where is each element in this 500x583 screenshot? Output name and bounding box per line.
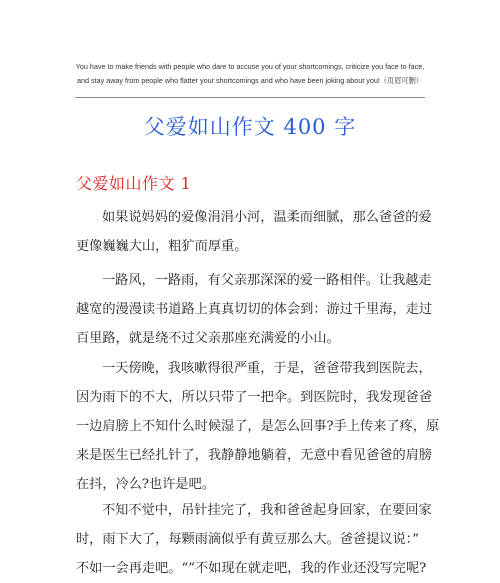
paragraph-line: 来是医生已经扎针了，我静静地躺着，无意中看见爸爸的肩膀: [76, 448, 433, 463]
paragraph-line: 一天傍晚，我咳嗽得很严重，于是，爸爸带我到医院去，: [102, 361, 432, 376]
section-heading: 父爱如山作文 1: [76, 174, 192, 193]
paragraph-line: 更像巍巍大山，粗犷而厚重。: [76, 239, 248, 254]
paragraph-line: 越宽的漫漫读书道路上真真切切的体会到：游过千里海，走过: [76, 302, 433, 317]
paragraph-line: 一路风，一路雨，有父亲那深深的爱一路相伴。让我越走: [102, 273, 432, 288]
paragraph: [76, 354, 440, 499]
paragraph: [76, 496, 432, 583]
header-note-line: You have to make friends with people who dare to accuse you of your shortcomings, criticize you face to face,: [75, 62, 425, 71]
paragraph-line: 不如一会再走吧。“”不如现在就走吧，我的作业还没写完呢?: [76, 561, 427, 576]
header-divider: [75, 97, 425, 98]
paragraph: [76, 266, 433, 353]
paragraph-line: 在抖，冷么?也许是吧。: [76, 477, 215, 492]
paragraph-line: 如果说妈妈的爱像涓涓小河，温柔而细腻，那么爸爸的爱: [102, 210, 432, 225]
paragraph-line: 百里路，就是绕不过父亲那座充满爱的小山。: [76, 331, 340, 346]
paragraph-line: 不知不觉中，吊针挂完了，我和爸爸起身回家，在要回家: [102, 503, 432, 518]
header-note-line: and stay away from people who flatter your shortcomings and who have been joking about you!（页眉可删）: [77, 76, 423, 85]
paragraph-line: 时，雨下大了，每颗雨滴似乎有黄豆那么大。爸爸提议说：”: [76, 532, 420, 547]
paragraph-line: 因为雨下的不大，所以只带了一把伞。到医院时，我发现爸爸: [76, 390, 433, 405]
paragraph: [76, 203, 432, 261]
page-header-note: [70, 60, 430, 88]
paragraph-line: 一边肩膀上不知什么时候湿了，是怎么回事?手上传来了疼，原: [76, 419, 440, 434]
document-title: 父爱如山作文 400 字: [143, 115, 357, 139]
